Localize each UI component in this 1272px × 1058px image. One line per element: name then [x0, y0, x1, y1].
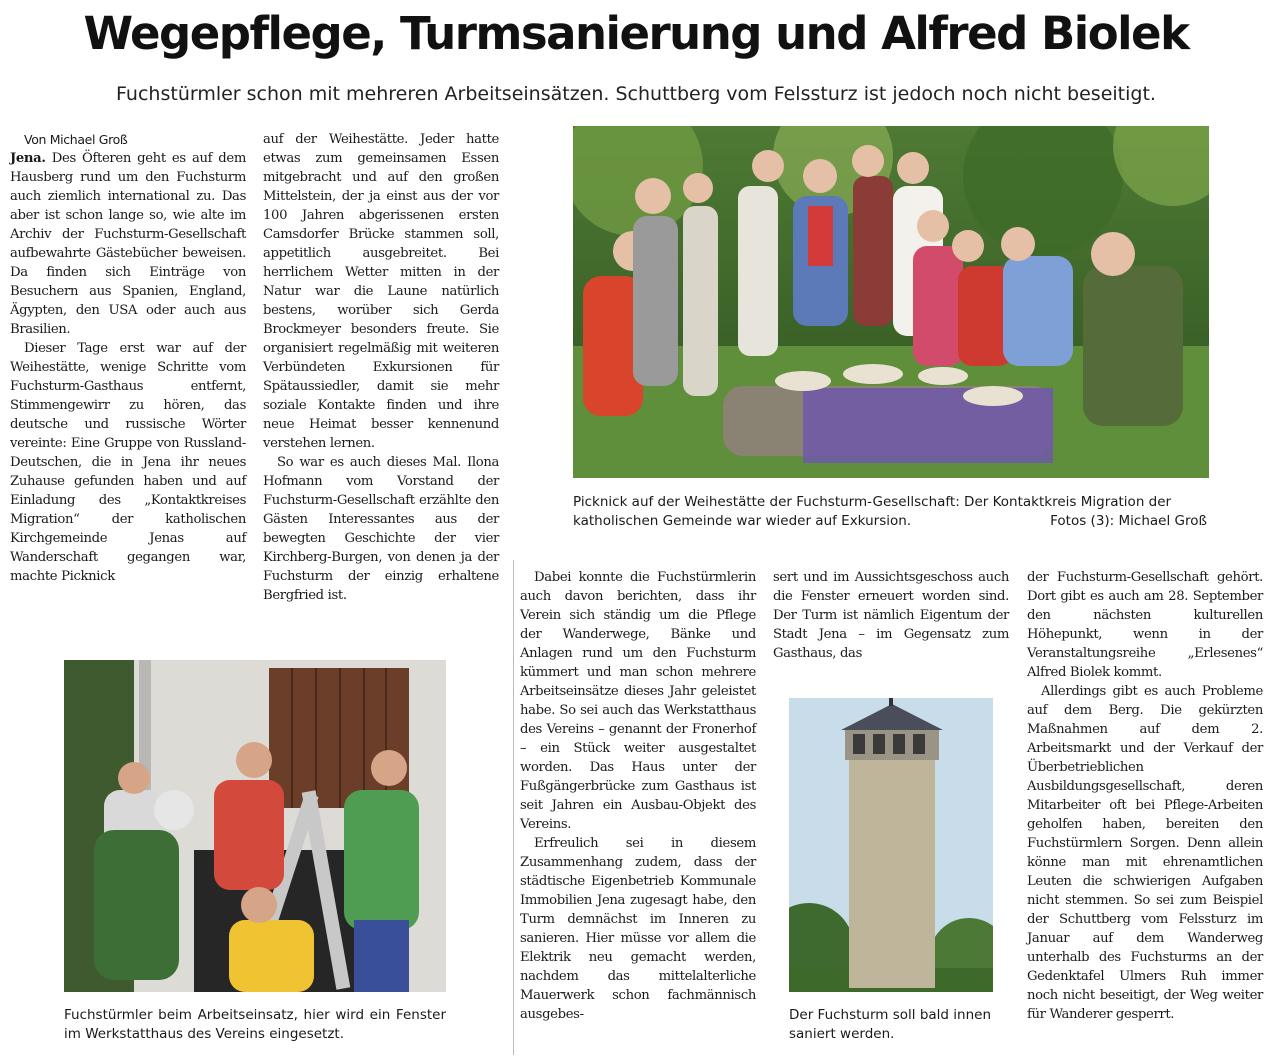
subheadline: Fuchstürmler schon mit mehreren Arbeitseinsätzen. Schuttberg vom Felssturz ist jedoch noch nicht beseitigt. [116, 83, 1156, 105]
picnic-illustration [573, 126, 1209, 478]
article-column-3 [520, 568, 756, 1024]
paragraph: sert und im Aussichtsgeschoss auch die Fenster erneuert worden sind. Der Turm ist nämlich Eigentum der Stadt Jena – im Gegensatz zum Gasthaus, das [773, 570, 1009, 661]
paragraph: Dabei konnte die Fuchstürmlerin auch davon berichten, dass ihr Verein sich ständig um die Pflege der Wanderwege, Bänke und Anlagen rund um den Fuchsturm kümmert und man schon mehrere Arbeitseinsätze dieses Jahr geleistet habe. So sei auch das Werkstatthaus des Vereins – genannt der Fronerhof – ein Stück weiter ausgestaltet worden. Das Haus unter der Fußgängerbrücke zum Gasthaus ist seit Jahren ein Ausbau-Objekt des Vereins. [520, 570, 756, 832]
caption-picnic [573, 493, 1213, 531]
photo-tower [789, 698, 993, 992]
tower-illustration [789, 698, 993, 992]
photo-credit: Fotos (3): Michael Groß [1050, 513, 1207, 529]
photo-workers [64, 660, 446, 992]
column-divider [513, 560, 514, 1055]
article-column-2 [263, 130, 499, 605]
dateline: Jena. [10, 151, 46, 166]
paragraph: So war es auch dieses Mal. Ilona Hofmann vom Vorstand der Fuchsturm-Gesellschaft erzählte den Gästen Interessantes aus der bewegten Geschichte der vier Kirchberg-Burgen, von denen ja der Fuchsturm der einzig erhaltene Bergfried ist. [263, 455, 499, 603]
paragraph: auf der Weihestätte. Jeder hatte etwas zum gemeinsamen Essen mitgebracht und auf den großen Mittelstein, der ja einst aus der vor 100 Jahren abgerissenen ersten Camsdorfer Brücke stammen soll, appetitlich ausgebreitet. Bei herrlichem Wetter mitten in der Natur war die Laune natürlich bestens, worüber sich Gerda Brockmeyer besonders freute. Sie organisiert regelmäßig mit weiteren Verbündeten Exkursionen für Spätaussiedler, damit sie mehr soziale Kontakte finden und ihre neue Heimat besser kennenund verstehen lernen. [263, 132, 499, 451]
paragraph: Dieser Tage erst war auf der Weihestätte, wenige Schritte vom Fuchsturm-Gasthaus entfernt, Stimmengewirr zu hören, das deutsche und russische Wörter vereinte: Eine Gruppe von Russland-Deutschen, die in Jena ihr neues Zuhause gefunden haben und auf Einladung des „Kontaktkreises Migration“ der katholischen Kirchgemeinde Jenas auf Wanderschaft gegangen war, machte Picknick [10, 341, 246, 584]
caption-workers: Fuchstürmler beim Arbeitseinsatz, hier wird ein Fenster im Werkstatthaus des Vereins eingesetzt. [64, 1007, 446, 1042]
article-column-1 [10, 130, 246, 586]
caption-tower: Der Fuchsturm soll bald innen saniert werden. [789, 1007, 992, 1042]
caption-picnic-text: Picknick auf der Weihestätte der Fuchsturm-Gesellschaft: Der Kontaktkreis Migration der katholischen Gemeinde war wieder auf Exkursion. [573, 494, 1172, 529]
byline: Von Michael Groß [24, 132, 128, 147]
paragraph: Erfreulich sei in diesem Zusammenhang zudem, dass der städtische Eigenbetrieb Kommunale Immobilien Jena zugesagt habe, den Turm demnächst im Inneren zu sanieren. Hier müsse vor allem die Elektrik neu gemacht werden, nachdem das mittelalterliche Mauerwerk schon fachmännisch ausgebes- [520, 836, 756, 1022]
article-column-4 [773, 568, 1009, 663]
paragraph: Allerdings gibt es auch Probleme auf dem Berg. Die gekürzten Maßnahmen auf dem 2. Arbeitsmarkt und der Verkauf der Überbetrieblichen Ausbildungsgesellschaft, deren Mitarbeiter oft bei Pflege-Arbeiten geholfen haben, bereiten den Fuchstürmlern Sorgen. Denn allein könne man mit ehrenamtlichen Leuten die schwierigen Aufgaben nicht stemmen. So sei zum Beispiel der Schuttberg vom Felssturz im Januar auf dem Wanderweg unterhalb des Fuchsturms an der Gedenktafel Ulmers Ruh immer noch nicht beseitigt, der Weg weiter für Wanderer gesperrt. [1027, 684, 1263, 1022]
workers-illustration [64, 660, 446, 992]
paragraph-text: Des Öfteren geht es auf dem Hausberg rund um den Fuchsturm auch ziemlich international zu. Das aber ist schon lange so, wie alte im Archiv der Fuchsturm-Gesellschaft aufbewahrte Gästebücher beweisen. Da finden sich Einträge von Besuchern aus Spanien, England, Ägypten, den USA oder auch aus Brasilien. [10, 151, 247, 337]
headline: Wegepflege, Turmsanierung und Alfred Biolek [83, 7, 1189, 60]
photo-picnic [573, 126, 1209, 478]
paragraph: der Fuchsturm-Gesellschaft gehört. Dort gibt es auch am 28. September den nächsten kulturellen Höhepunkt, wenn in der Veranstaltungsreihe „Erlesenes“ Alfred Biolek kommt. [1027, 570, 1263, 680]
article-column-5 [1027, 568, 1263, 1024]
paragraph [10, 149, 246, 339]
